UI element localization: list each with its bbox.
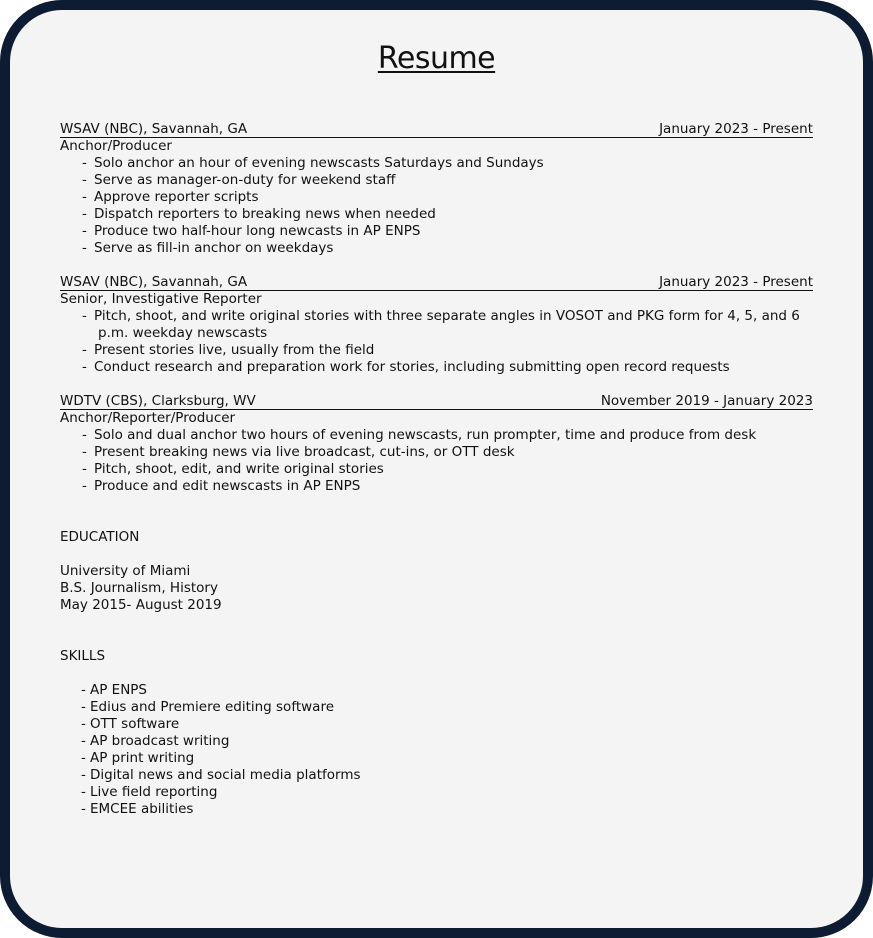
job-bullet: - Serve as fill-in anchor on weekdays xyxy=(60,240,813,257)
job-employer: WSAV (NBC), Savannah, GA xyxy=(60,121,248,137)
job-bullet: - Conduct research and preparation work for stories, including submitting open record requests xyxy=(60,359,813,376)
job-employer: WSAV (NBC), Savannah, GA xyxy=(60,274,248,290)
skill-item: - AP ENPS xyxy=(60,682,813,699)
job-bullets xyxy=(60,427,813,495)
job-dates: January 2023 - Present xyxy=(659,274,813,290)
education-section xyxy=(60,529,813,614)
job-header xyxy=(60,274,813,291)
job-bullets xyxy=(60,155,813,257)
job-role: Anchor/Producer xyxy=(60,138,172,154)
job-header xyxy=(60,121,813,138)
job-bullet: - Pitch, shoot, edit, and write original stories xyxy=(60,461,813,478)
page-title: Resume xyxy=(377,41,496,76)
job-employer: WDTV (CBS), Clarksburg, WV xyxy=(60,393,256,409)
skill-item: - Edius and Premiere editing software xyxy=(60,699,813,716)
skills-section xyxy=(60,648,813,818)
job-bullet: - Produce and edit newscasts in AP ENPS xyxy=(60,478,813,495)
education-school: University of Miami xyxy=(60,563,191,579)
skill-item: - Digital news and social media platforms xyxy=(60,767,813,784)
skill-item: - OTT software xyxy=(60,716,813,733)
job-bullet: - Present stories live, usually from the field xyxy=(60,342,813,359)
skills-list xyxy=(60,682,813,818)
job-bullet: - Present breaking news via live broadcast, cut-ins, or OTT desk xyxy=(60,444,813,461)
job-entry xyxy=(60,393,813,495)
education-degree: B.S. Journalism, History xyxy=(60,580,218,596)
job-bullets xyxy=(60,308,813,376)
job-header xyxy=(60,393,813,410)
skill-item: - EMCEE abilities xyxy=(60,801,813,818)
education-heading: EDUCATION xyxy=(60,529,140,545)
job-entry xyxy=(60,274,813,376)
job-bullet: - Dispatch reporters to breaking news when needed xyxy=(60,206,813,223)
job-bullet: - Solo and dual anchor two hours of evening newscasts, run prompter, time and produce from desk xyxy=(60,427,813,444)
skill-item: - AP broadcast writing xyxy=(60,733,813,750)
job-role: Anchor/Reporter/Producer xyxy=(60,410,236,426)
job-bullet: - Produce two half-hour long newcasts in AP ENPS xyxy=(60,223,813,240)
job-bullet: - Approve reporter scripts xyxy=(60,189,813,206)
job-bullet: - Pitch, shoot, and write original stories with three separate angles in VOSOT and PKG form for 4, 5, and 6 p.m. weekday newscasts xyxy=(60,308,813,342)
skill-item: - AP print writing xyxy=(60,750,813,767)
job-dates: November 2019 - January 2023 xyxy=(600,393,813,409)
job-dates: January 2023 - Present xyxy=(659,121,813,137)
job-role: Senior, Investigative Reporter xyxy=(60,291,262,307)
job-bullet: - Solo anchor an hour of evening newscasts Saturdays and Sundays xyxy=(60,155,813,172)
job-bullet: - Serve as manager-on-duty for weekend staff xyxy=(60,172,813,189)
job-entry xyxy=(60,121,813,257)
education-dates: May 2015- August 2019 xyxy=(60,597,222,613)
skills-heading: SKILLS xyxy=(60,648,106,664)
skill-item: - Live field reporting xyxy=(60,784,813,801)
